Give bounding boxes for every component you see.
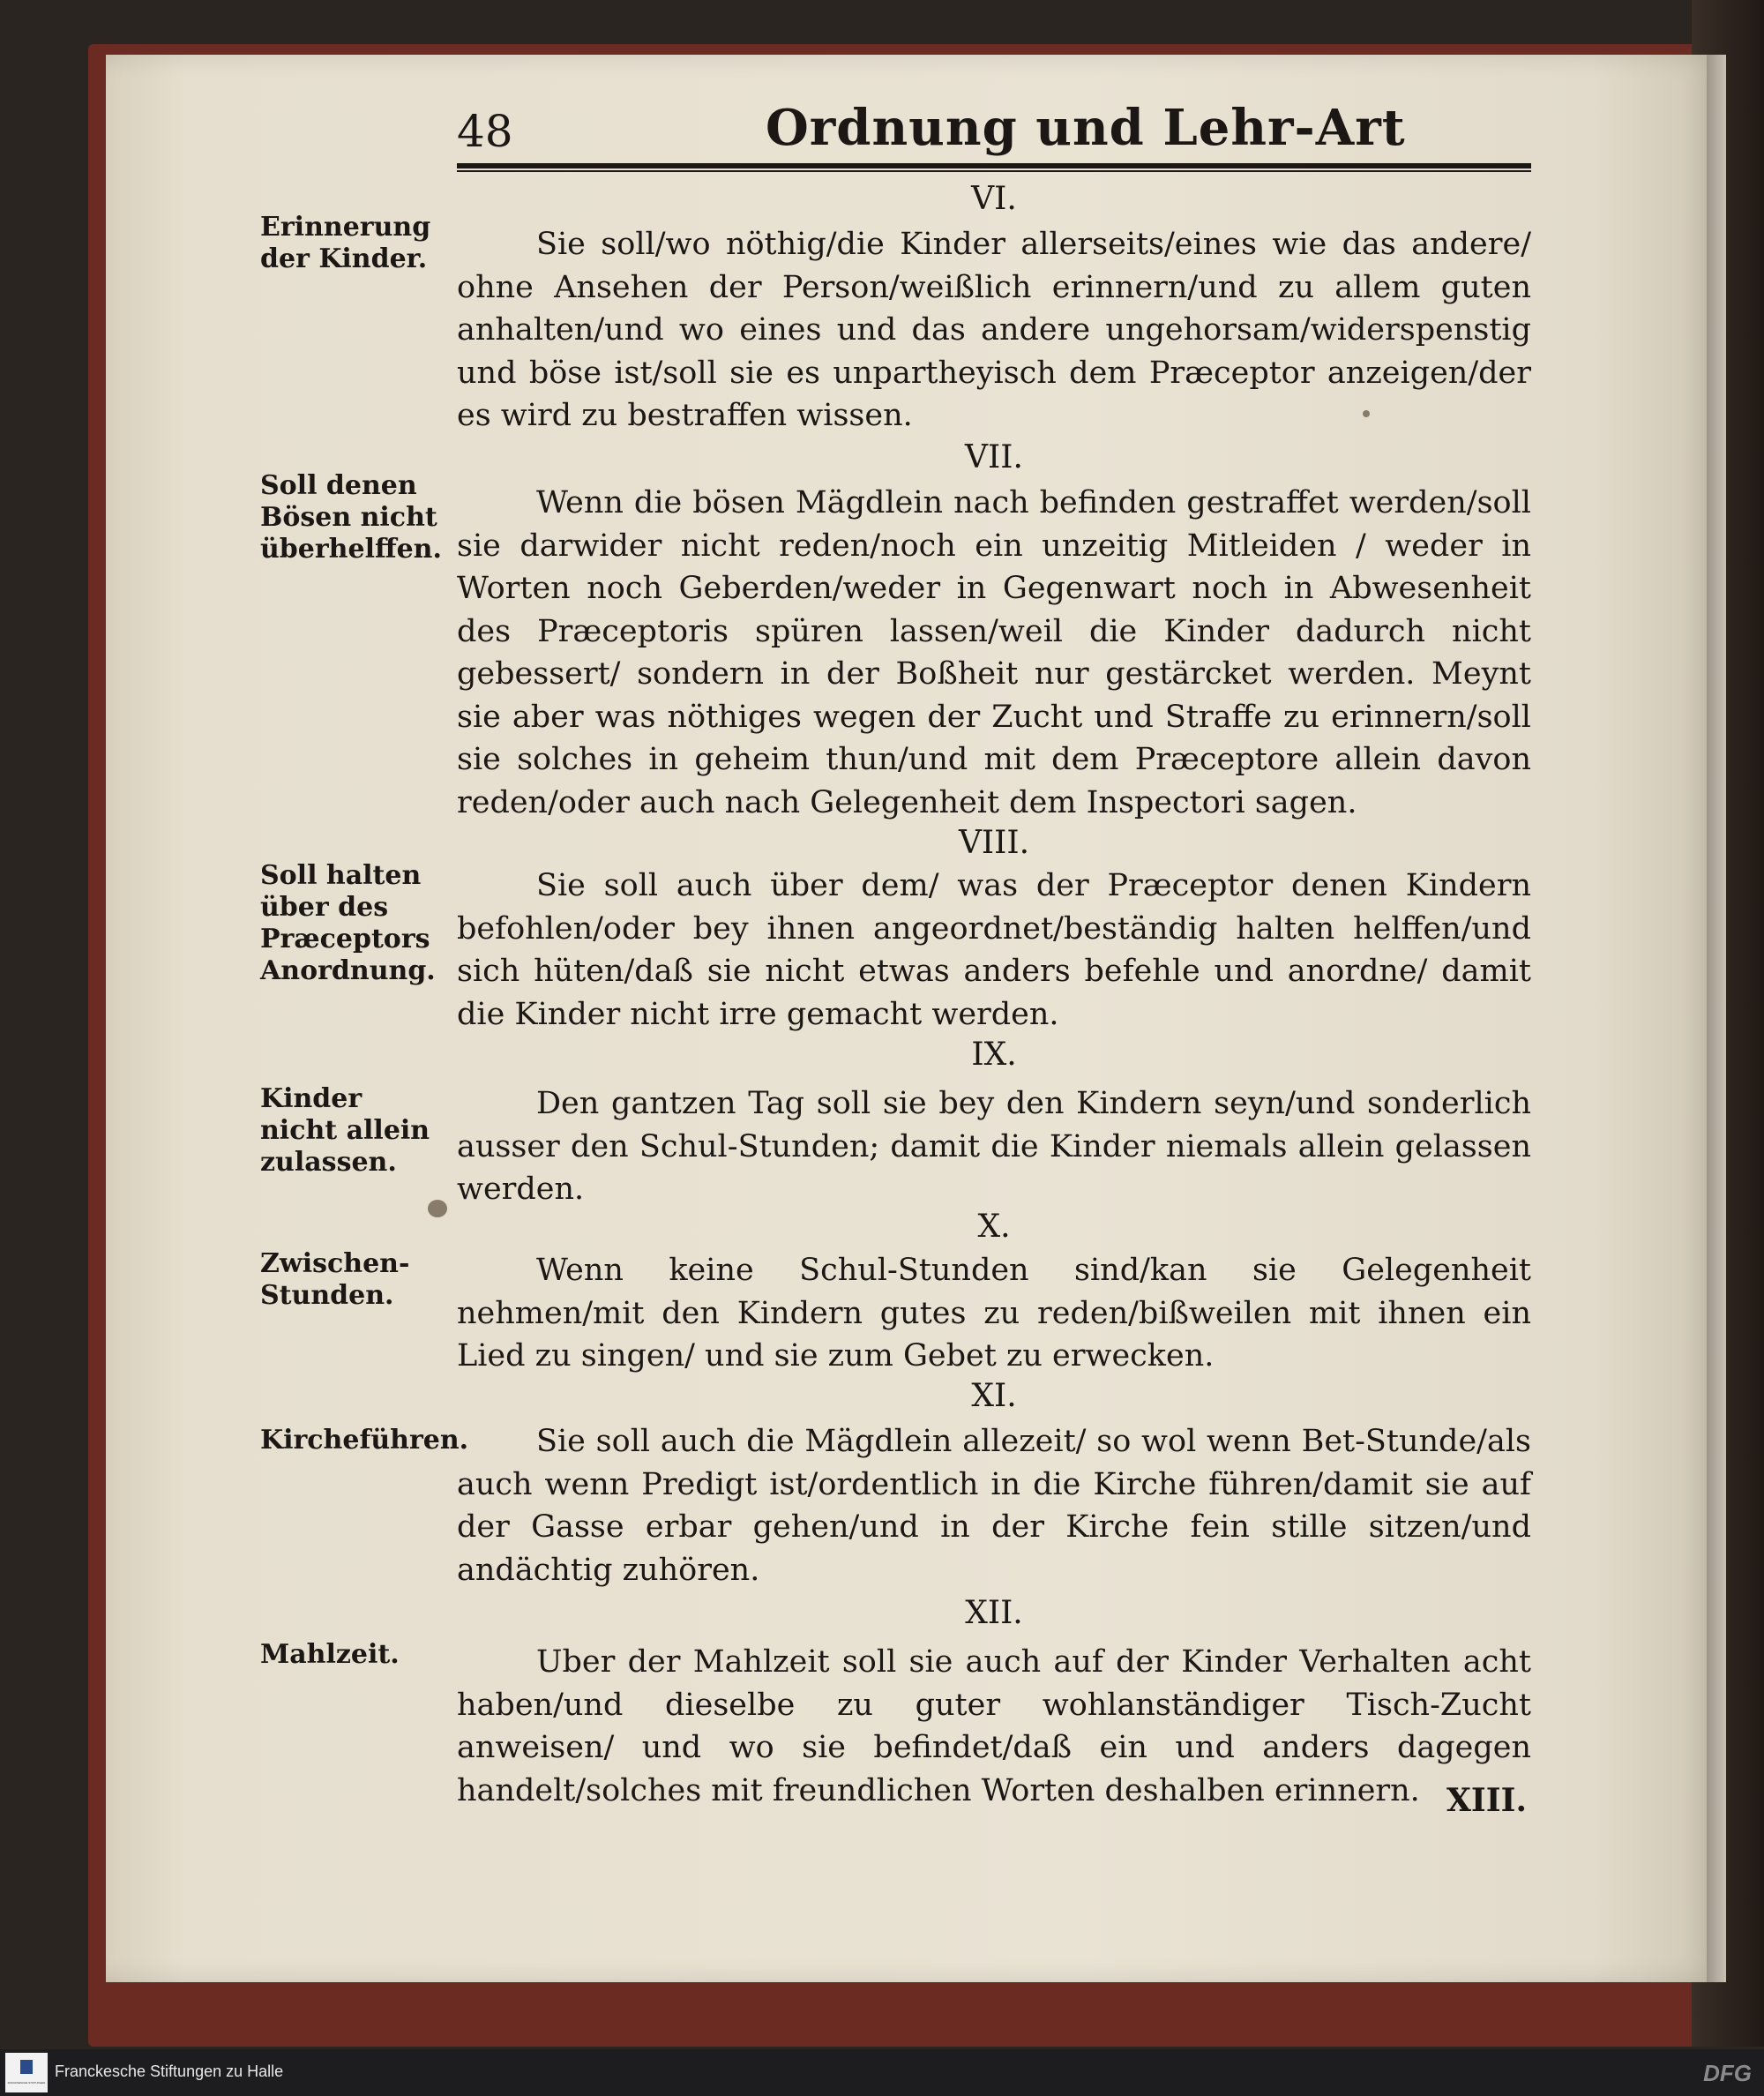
section-text: Wenn keine Schul-Stunden sind/kan sie Gelegenheit nehmen/mit den Kindern gutes zu reden/bißweilen mit ihnen ein Lied zu singen/ und sie zum Gebet zu erwecken. [457, 1253, 1531, 1374]
section-number: IX. [971, 1037, 1017, 1073]
footer-bar [0, 2049, 1764, 2096]
logo-caption: FRANCKESCHE STIFTUNGEN [7, 2081, 46, 2085]
page-number: 48 [457, 106, 513, 157]
catchword: XIII. [1446, 1782, 1527, 1819]
margin-note: Zwischen-Stunden. [260, 1248, 410, 1311]
margin-note: Mahlzeit. [260, 1639, 400, 1670]
section-text: Sie soll auch über dem/ was der Præceptor denen Kindern befohlen/oder bey ihnen angeordnet/beständig halten helffen/und sich hüten/daß sie nicht etwas anders befehle und anordne/ damit die Kinder nicht irre gemacht werden. [457, 868, 1531, 1032]
section-text: Den gantzen Tag soll sie bey den Kindern seyn/und sonderlich ausser den Schul-Stunden; damit die Kinder niemals allein gelassen werden. [457, 1086, 1531, 1207]
logo-mark-icon [20, 2060, 33, 2074]
section-number: VII. [965, 439, 1023, 475]
section-text: Sie soll auch die Mägdlein allezeit/ so wol wenn Bet-Stunde/als auch wenn Predigt ist/ordentlich in die Kirche führen/damit sie auf der Gasse erbar gehen/und in der Kirche fein stille sitzen/und andächtig zuhören. [457, 1424, 1531, 1588]
section-number: VI. [971, 181, 1017, 217]
section-text: Uber der Mahlzeit soll sie auch auf der Kinder Verhalten acht haben/und dieselbe zu guter wohlanständiger Tisch-Zucht anweisen/ und wo sie befindet/daß ein und anders dagegen handelt/solches mit freundlichen Worten deshalben erinnern. [457, 1644, 1531, 1808]
margin-note: Soll denen Bösen nicht überhelffen. [260, 470, 442, 565]
section-number: XII. [965, 1595, 1023, 1631]
section-text: Sie soll/wo nöthig/die Kinder allerseits/eines wie das andere/ ohne Ansehen der Person/weißlich erinnern/und zu allem guten anhalten/und wo eines und das andere ungehorsam/widerspenstig und böse ist/soll sie es unpartheyisch dem Præceptor anzeigen/der es wird zu bestraffen wissen. [457, 227, 1531, 433]
page-gutter [1707, 55, 1726, 1982]
section-number: XI. [971, 1378, 1017, 1414]
page-header [457, 99, 1531, 169]
margin-note: Kinder nicht allein zulassen. [260, 1083, 430, 1178]
institution-logo [5, 2053, 48, 2092]
margin-note: Soll halten über des Præceptors Anordnung. [260, 860, 436, 986]
section-number: VIII. [958, 825, 1030, 861]
header-rule [457, 163, 1531, 168]
header-rule-thin [457, 170, 1531, 172]
section-number: X. [977, 1209, 1011, 1245]
ink-stain [428, 1200, 447, 1217]
running-title: Ordnung und Lehr-Art [766, 99, 1406, 157]
margin-note: Kircheführen. [260, 1425, 469, 1456]
margin-note: Erinnerung der Kinder. [260, 212, 431, 274]
section-text: Wenn die bösen Mägdlein nach befinden gestraffet werden/soll sie darwider nicht reden/noch ein unzeitig Mitleiden / weder in Worten noch Geberden/weder in Gegenwart noch in Abwesenheit des Præceptoris spüren lassen/weil die Kinder dadurch nicht gebessert/ sondern in der Boßheit nur gestärcket werden. Meynt sie aber was nöthiges wegen der Zucht und Straffe zu erinnern/soll sie solches in geheim thun/und mit dem Præceptore allein davon reden/oder auch nach Gelegenheit dem Inspectori sagen. [457, 485, 1531, 820]
dfg-badge: DFG [1703, 2060, 1752, 2086]
institution-name: Franckesche Stiftungen zu Halle [55, 2062, 284, 2080]
